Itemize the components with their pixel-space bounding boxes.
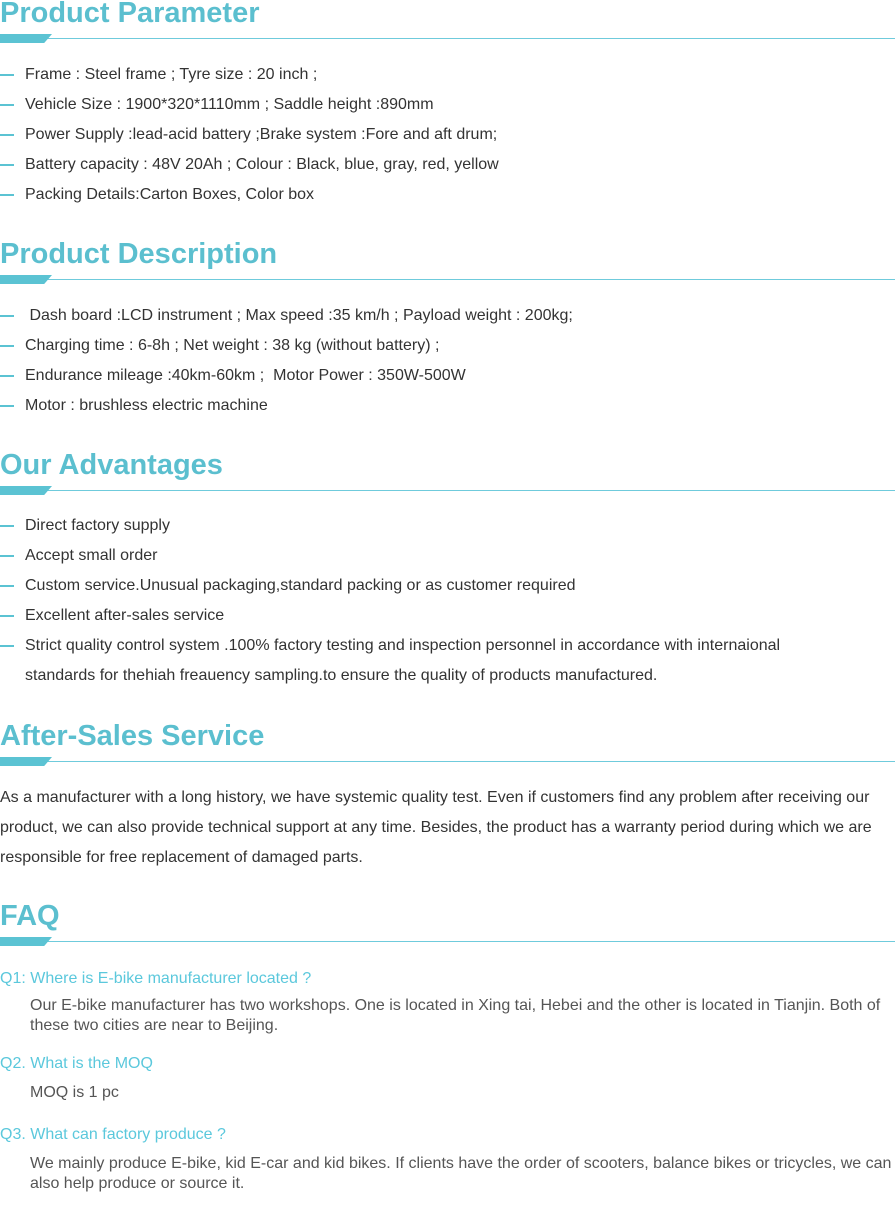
list-item: Motor : brushless electric machine: [0, 391, 573, 421]
section-tab-marker: [0, 937, 52, 946]
description-list: [0, 301, 573, 421]
faq-question: Q1: Where is E-bike manufacturer located ?: [0, 970, 312, 987]
list-item: Vehicle Size : 1900*320*1110mm ; Saddle height :890mm: [0, 90, 499, 120]
dash-bullet-icon: [0, 375, 14, 377]
list-item: Custom service.Unusual packaging,standard packing or as customer required: [0, 571, 795, 601]
dash-bullet-icon: [0, 555, 14, 557]
dash-bullet-icon: [0, 585, 14, 587]
list-item: Frame : Steel frame ; Tyre size : 20 inch ;: [0, 60, 499, 90]
list-item: Endurance mileage :40km-60km ; Motor Power : 350W-500W: [0, 361, 573, 391]
section-tab-marker: [0, 757, 52, 766]
faq-answer: Our E-bike manufacturer has two workshops. One is located in Xing tai, Hebei and the other is located in Tianjin. Both of these two cities are near to Beijing.: [30, 997, 881, 1034]
list-item: Battery capacity : 48V 20Ah ; Colour : Black, blue, gray, red, yellow: [0, 150, 499, 180]
section-divider: [0, 941, 895, 942]
section-divider: [0, 761, 895, 762]
list-item: Dash board :LCD instrument ; Max speed :35 km/h ; Payload weight : 200kg;: [0, 301, 573, 331]
after-sales-paragraph: As a manufacturer with a long history, we have systemic quality test. Even if customers find any problem after receiving our product, we can also provide technical support at any time. Besides, the product has a warranty period during which we are responsible for free replacement of damaged parts.: [0, 789, 872, 866]
dash-bullet-icon: [0, 405, 14, 407]
dash-bullet-icon: [0, 345, 14, 347]
section-title: After-Sales Service: [0, 720, 265, 752]
section-tab-marker: [0, 34, 52, 43]
dash-bullet-icon: [0, 525, 14, 527]
list-item: Strict quality control system .100% factory testing and inspection personnel in accordance with internaional standards for thehiah freauency sampling.to ensure the quality of products manufactured.: [0, 631, 795, 691]
list-item: Packing Details:Carton Boxes, Color box: [0, 180, 499, 210]
section-title: FAQ: [0, 900, 60, 932]
dash-bullet-icon: [0, 134, 14, 136]
list-item: Power Supply :lead-acid battery ;Brake system :Fore and aft drum;: [0, 120, 499, 150]
list-item: Accept small order: [0, 541, 795, 571]
list-item: Direct factory supply: [0, 511, 795, 541]
section-divider: [0, 490, 895, 491]
section-divider: [0, 38, 895, 39]
advantages-list: [0, 511, 795, 691]
section-tab-marker: [0, 275, 52, 284]
section-title: Product Parameter: [0, 0, 260, 29]
dash-bullet-icon: [0, 194, 14, 196]
section-divider: [0, 279, 895, 280]
list-item: Charging time : 6-8h ; Net weight : 38 kg (without battery) ;: [0, 331, 573, 361]
dash-bullet-icon: [0, 164, 14, 166]
list-item: Excellent after-sales service: [0, 601, 795, 631]
dash-bullet-icon: [0, 104, 14, 106]
parameter-list: [0, 60, 499, 210]
faq-answer: MOQ is 1 pc: [30, 1084, 119, 1101]
faq-question: Q3. What can factory produce ?: [0, 1126, 226, 1143]
dash-bullet-icon: [0, 315, 14, 317]
section-tab-marker: [0, 486, 52, 495]
section-title: Our Advantages: [0, 449, 223, 481]
dash-bullet-icon: [0, 74, 14, 76]
faq-question: Q2. What is the MOQ: [0, 1055, 153, 1072]
dash-bullet-icon: [0, 645, 14, 647]
dash-bullet-icon: [0, 615, 14, 617]
section-title: Product Description: [0, 238, 278, 270]
faq-answer: We mainly produce E-bike, kid E-car and kid bikes. If clients have the order of scooters, balance bikes or tricycles, we can also help produce or source it.: [30, 1155, 892, 1192]
